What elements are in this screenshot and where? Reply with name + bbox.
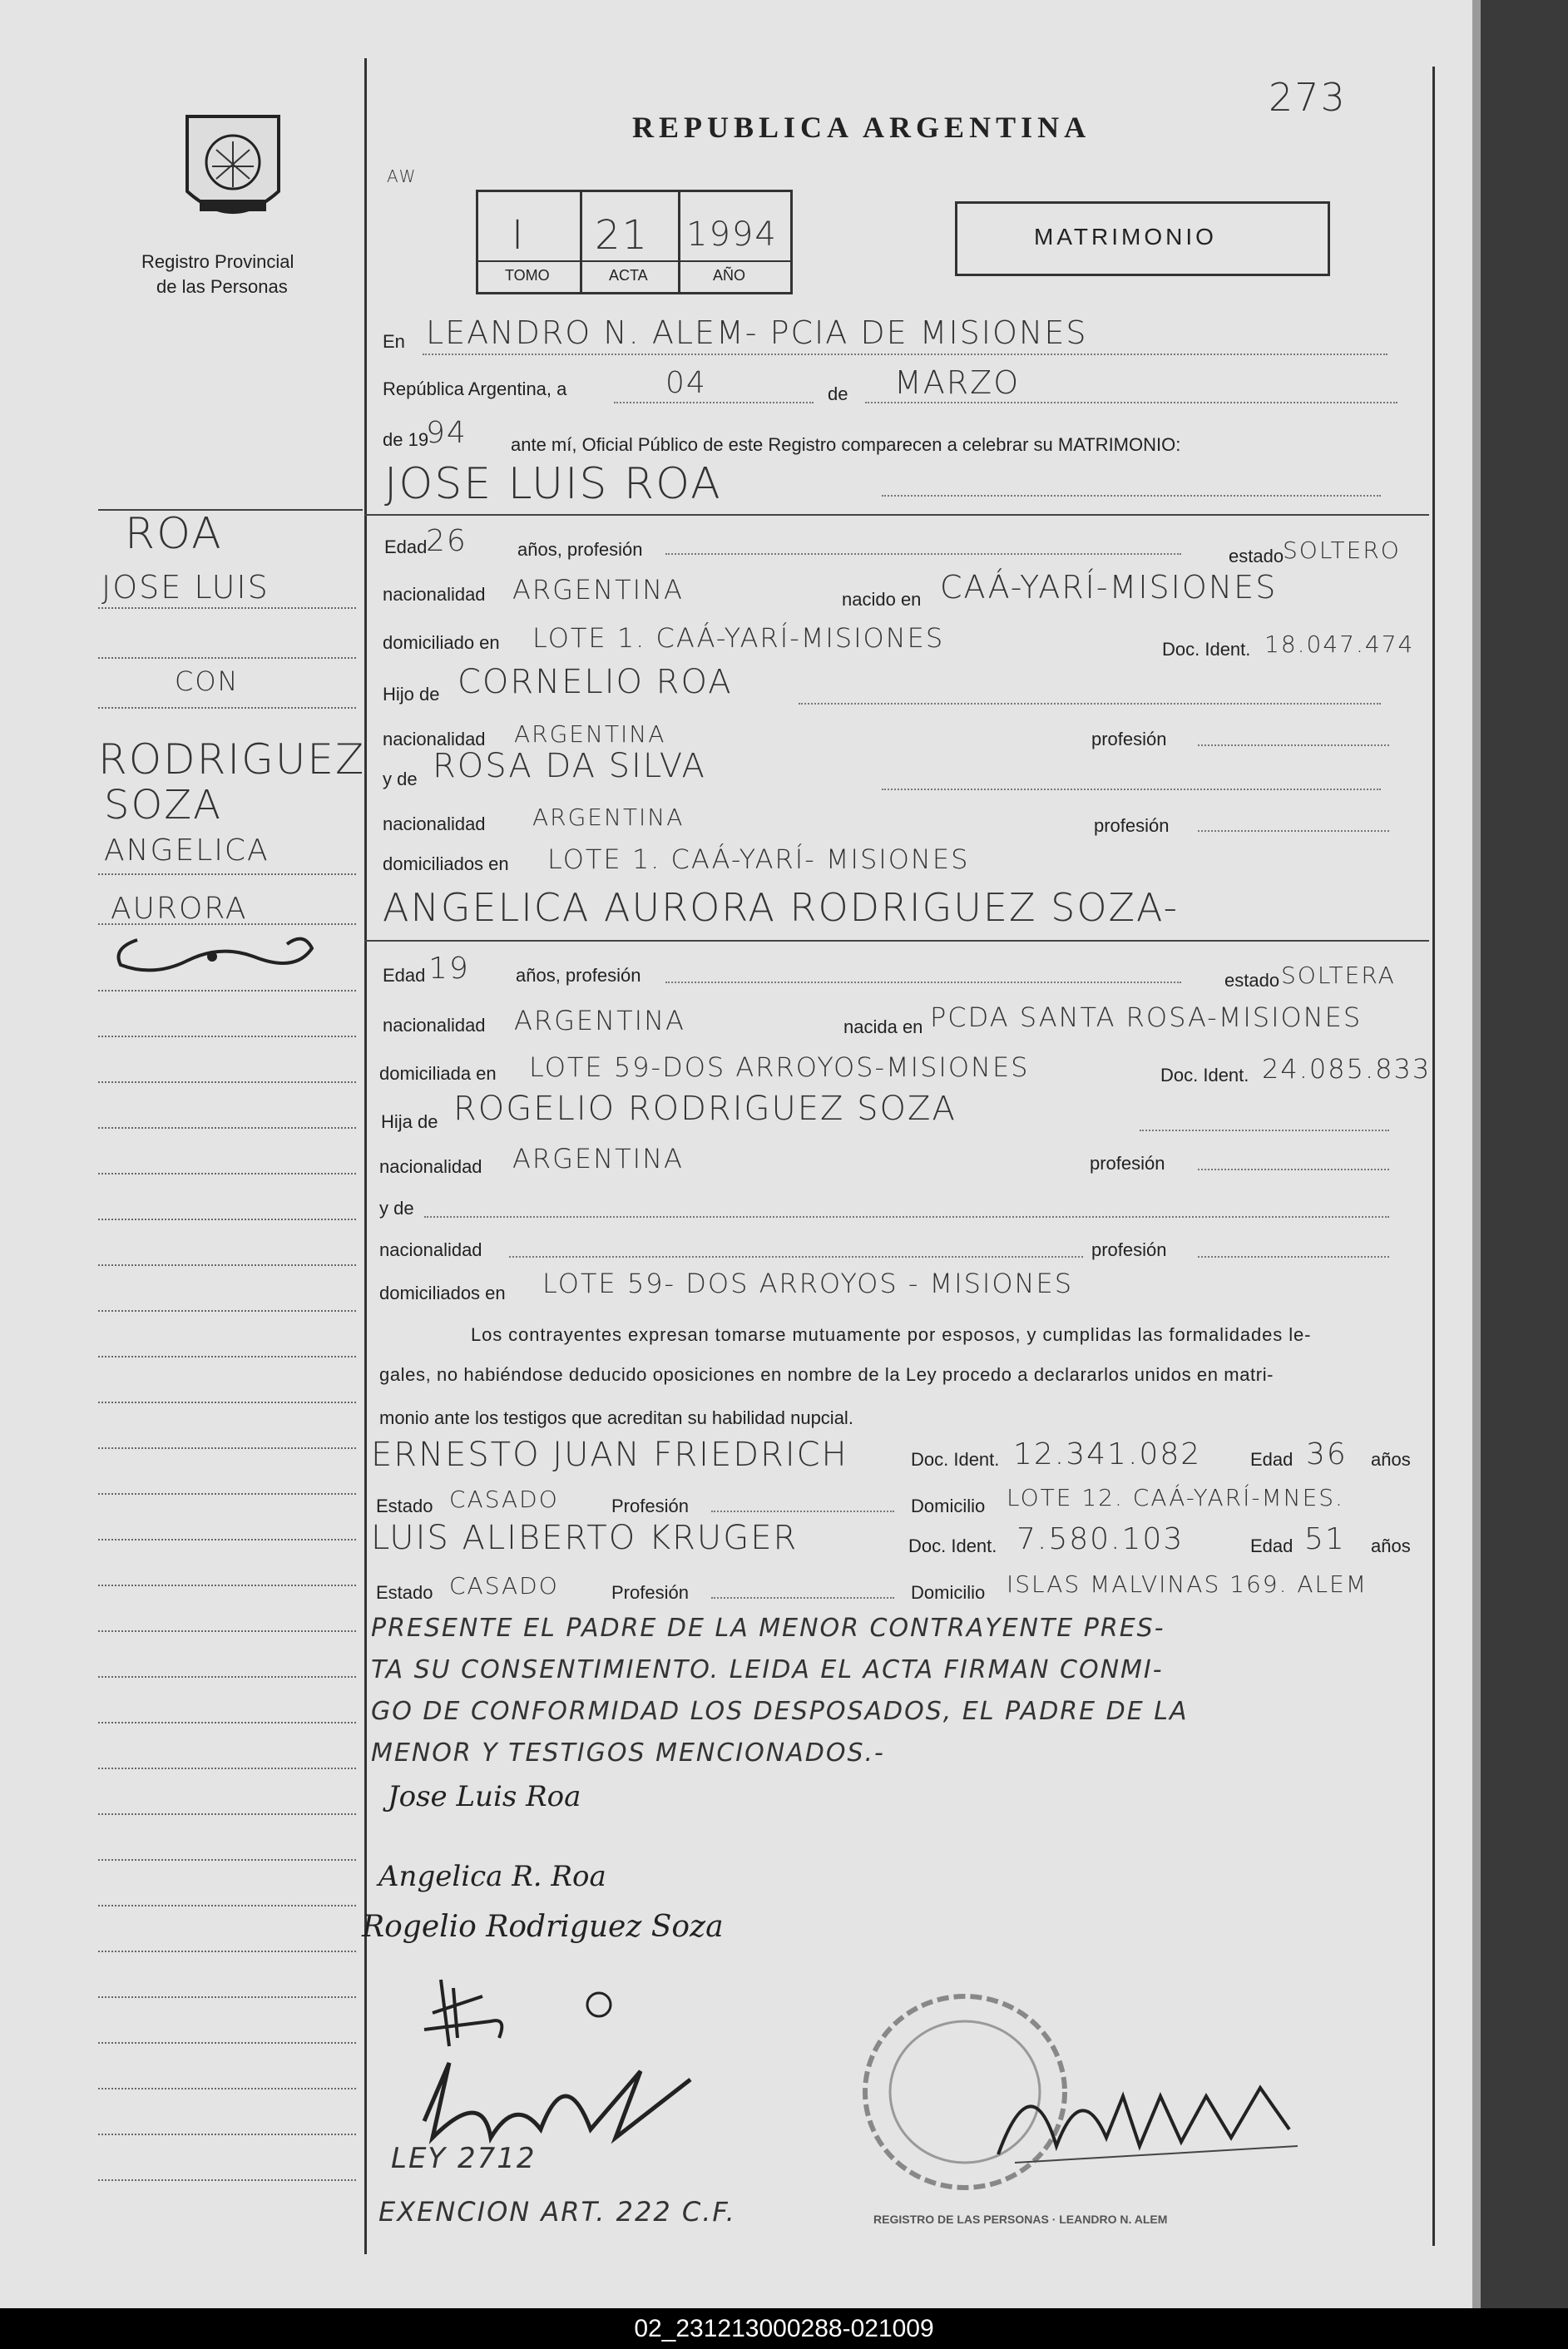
notes-line1: PRESENTE EL PADRE DE LA MENOR CONTRAYENTE PRES-: [371, 1614, 1165, 1643]
bride-mother-nac-dotline: [509, 1256, 1083, 1258]
margin-dotline: [98, 657, 356, 659]
witness2-estado-label: Estado: [376, 1582, 433, 1603]
bride-estado: SOLTERA: [1281, 962, 1396, 989]
witness2-anios: años: [1371, 1536, 1411, 1556]
bride-anios-profesion: años, profesión: [516, 965, 641, 986]
groom-profesion-label: profesión: [1091, 729, 1167, 749]
margin-dotline: [98, 1264, 356, 1266]
margin-dotline: [98, 1722, 356, 1723]
intro-month: MARZO: [894, 364, 1021, 401]
margin-dotline: [98, 1996, 356, 1998]
witness2-name: LUIS ALIBERTO KRUGER: [371, 1519, 799, 1557]
witness2-doc-label: Doc. Ident.: [908, 1536, 997, 1556]
groom-mother-dotline: [882, 789, 1381, 790]
notes-line2: TA SU CONSENTIMIENTO. LEIDA EL ACTA FIRMAN CONMI-: [371, 1655, 1164, 1684]
book-binding: [1481, 0, 1568, 2308]
bride-doc: 24.085.833: [1262, 1053, 1432, 1085]
witness2-doc: 7.580.103: [1016, 1522, 1185, 1556]
groom-profesion-label2: profesión: [1094, 815, 1170, 836]
bride-father-nac: ARGENTINA: [512, 1143, 684, 1174]
margin-dotline: [98, 1036, 356, 1037]
bride-mother-dotline: [424, 1216, 1389, 1218]
margin-dotline: [98, 1859, 356, 1861]
margin-dotline: [98, 1951, 356, 1952]
witness1-domicilio-label: Domicilio: [911, 1496, 986, 1516]
bride-yde-label: y de: [379, 1198, 414, 1219]
groom-full-name: JOSE LUIS ROA: [384, 459, 722, 509]
margin-dotline: [98, 2134, 356, 2135]
margin-dotline: [98, 1447, 356, 1449]
groom-nacionalidad: ARGENTINA: [512, 574, 684, 606]
witness1-anios: años: [1371, 1449, 1411, 1470]
stamp-text: REGISTRO DE LAS PERSONAS · LEANDRO N. ALEM: [873, 2213, 1168, 2226]
act-type-box: [955, 201, 1330, 276]
registry-name-line2: de las Personas: [156, 276, 288, 297]
witness2-edad-label: Edad: [1250, 1536, 1293, 1556]
margin-names1: JOSE LUIS: [101, 569, 270, 606]
bride-edad-label: Edad: [383, 965, 426, 986]
provincial-seal: [179, 108, 287, 233]
intro-place: LEANDRO N. ALEM- PCIA DE MISIONES: [426, 314, 1088, 351]
bride-parents-dom-label: domiciliados en: [379, 1283, 506, 1303]
bride-nacionalidad-label: nacionalidad: [383, 1015, 486, 1036]
bride-profesion-label: profesión: [1090, 1153, 1165, 1174]
declaration-line3: monio ante los testigos que acreditan su habilidad nupcial.: [379, 1407, 853, 1428]
tomo-label: TOMO: [505, 267, 550, 284]
groom-name-dotline: [882, 495, 1381, 497]
right-border-line: [1432, 67, 1435, 2246]
signature-bride-father: Rogelio Rodriguez Soza: [362, 1910, 724, 1944]
groom-estado: SOLTERO: [1283, 537, 1401, 564]
margin-surname3: SOZA: [104, 782, 222, 828]
declaration-line1: Los contrayentes expresan tomarse mutuamente por esposos, y cumplidas las formalidades le-: [471, 1324, 1312, 1345]
en-label: En: [383, 331, 405, 352]
margin-dotline: [98, 1630, 356, 1632]
groom-nacido-label: nacido en: [842, 589, 922, 610]
witness1-doc-label: Doc. Ident.: [911, 1449, 1000, 1470]
groom-domicilio: LOTE 1. CAÁ-YARÍ-MISIONES: [532, 622, 945, 654]
groom-age: 26: [426, 524, 467, 558]
page-number: 273: [1269, 75, 1347, 120]
margin-dotline: [98, 2088, 356, 2089]
margin-dotline: [98, 607, 356, 609]
groom-parents-dom: LOTE 1. CAÁ-YARÍ- MISIONES: [547, 843, 970, 875]
groom-section-top-rule: [364, 514, 1429, 516]
seal-icon: [179, 108, 287, 233]
margin-dotline: [98, 1813, 356, 1815]
margin-dotline: [98, 1402, 356, 1403]
bride-father-prof-dotline: [1198, 1169, 1389, 1170]
intro-day: 04: [665, 366, 707, 400]
margin-dotline: [98, 1585, 356, 1586]
margin-surname2: RODRIGUEZ: [98, 735, 366, 784]
bride-doc-label: Doc. Ident.: [1160, 1065, 1249, 1085]
margin-dotline: [98, 1127, 356, 1129]
margin-dotline: [98, 1539, 356, 1540]
witness1-estado: CASADO: [449, 1486, 559, 1513]
acta-value: 21: [595, 212, 650, 259]
groom-father-prof-dotline: [1198, 744, 1389, 746]
file-id-caption: 02_231213000288-021009: [0, 2308, 1568, 2349]
groom-father-nac: ARGENTINA: [514, 720, 666, 748]
anio-label: AÑO: [713, 267, 746, 284]
signature-bride: Angelica R. Roa: [378, 1860, 606, 1893]
groom-estado-label: estado: [1229, 546, 1284, 566]
groom-mother-prof-dotline: [1198, 830, 1389, 832]
signature-groom: Jose Luis Roa: [388, 1780, 581, 1813]
margin-dotline: [98, 1356, 356, 1357]
margin-dotline: [98, 1081, 356, 1083]
groom-mother-nac-label: nacionalidad: [383, 813, 486, 834]
bride-nacida-label: nacida en: [843, 1016, 923, 1037]
groom-father: CORNELIO ROA: [458, 663, 733, 701]
groom-father-dotline: [799, 703, 1381, 705]
groom-mother: ROSA DA SILVA: [433, 747, 706, 785]
bride-father-nac-label: nacionalidad: [379, 1156, 482, 1177]
margin-surname1: ROA: [125, 509, 223, 559]
groom-yde-label: y de: [383, 769, 418, 789]
margin-flourish: [104, 923, 337, 982]
bride-domicilio: LOTE 59-DOS ARROYOS-MISIONES: [529, 1051, 1030, 1083]
margin-dotline: [98, 1310, 356, 1312]
margin-dotline: [98, 707, 356, 709]
country-title: REPUBLICA ARGENTINA: [632, 111, 1091, 144]
witness2-age: 51: [1304, 1522, 1346, 1556]
groom-nacionalidad-label: nacionalidad: [383, 584, 486, 605]
bride-domicilio-label: domiciliada en: [379, 1063, 497, 1084]
witness1-name: ERNESTO JUAN FRIEDRICH: [371, 1436, 848, 1474]
margin-dotline: [98, 1768, 356, 1769]
declaration-line2: gales, no habiéndose deducido oposiciones en nombre de la Ley procedo a declararlos unidos en matri-: [379, 1364, 1274, 1385]
margin-name2b: AURORA: [111, 892, 248, 926]
groom-domicilio-label: domiciliado en: [383, 632, 500, 653]
bride-section-top-rule: [364, 940, 1429, 942]
margin-dotline: [98, 2042, 356, 2044]
acta-label: ACTA: [609, 267, 648, 284]
initials: AW: [387, 166, 418, 186]
groom-edad-label: Edad: [384, 537, 428, 557]
month-dotline: [865, 402, 1397, 403]
bride-full-name: ANGELICA AURORA RODRIGUEZ SOZA-: [383, 885, 1180, 930]
notes-line4: MENOR Y TESTIGOS MENCIONADOS.-: [371, 1738, 885, 1768]
groom-doc-label: Doc. Ident.: [1162, 639, 1251, 660]
witness2-profesion-label: Profesión: [611, 1582, 689, 1603]
groom-anios-profesion: años, profesión: [517, 539, 643, 560]
margin-connector: CON: [175, 665, 240, 697]
witness2-domicilio-label: Domicilio: [911, 1582, 986, 1603]
margin-dotline: [98, 1905, 356, 1906]
registry-name-line1: Registro Provincial: [141, 251, 294, 272]
de-label: de: [828, 383, 848, 404]
groom-mother-nac: ARGENTINA: [532, 804, 685, 831]
margin-dotline: [98, 990, 356, 992]
bride-parents-dom: LOTE 59- DOS ARROYOS - MISIONES: [542, 1268, 1073, 1299]
record-number-box: [476, 190, 793, 294]
year-suffix: 94: [426, 416, 467, 450]
margin-dotline: [98, 873, 356, 875]
bride-estado-label: estado: [1224, 970, 1280, 991]
official-signature: [982, 2046, 1331, 2188]
bride-profesion-dotline: [665, 982, 1181, 983]
bride-mother-prof-dotline: [1198, 1256, 1389, 1258]
bride-nacionalidad: ARGENTINA: [514, 1005, 685, 1036]
margin-dotline: [98, 2179, 356, 2181]
anio-value: 1994: [686, 215, 778, 254]
year-prefix: de 19: [383, 429, 429, 450]
bride-mother-nac-label: nacionalidad: [379, 1239, 482, 1260]
margin-dotline: [98, 1173, 356, 1174]
preamble-text: ante mí, Oficial Público de este Registro comparecen a celebrar su MATRIMONIO:: [511, 434, 1181, 455]
groom-parents-dom-label: domiciliados en: [383, 853, 509, 874]
bride-profesion-label2: profesión: [1091, 1239, 1167, 1260]
notes-line3: GO DE CONFORMIDAD LOS DESPOSADOS, EL PADRE DE LA: [371, 1697, 1189, 1726]
witness1-estado-label: Estado: [376, 1496, 433, 1516]
margin-dotline: [98, 1676, 356, 1678]
bride-hija-label: Hija de: [381, 1111, 438, 1132]
margin-dotline: [98, 1219, 356, 1220]
ley-note: LEY 2712: [391, 2142, 537, 2175]
witness2-estado: CASADO: [449, 1572, 559, 1600]
bride-father: ROGELIO RODRIGUEZ SOZA: [453, 1090, 957, 1128]
groom-doc: 18.047.474: [1264, 631, 1415, 658]
place-dotline: [423, 354, 1387, 355]
witness1-profesion-label: Profesión: [611, 1496, 689, 1516]
witness1-prof-dotline: [711, 1511, 894, 1512]
bride-age: 19: [428, 952, 470, 986]
groom-hijo-label: Hijo de: [383, 684, 440, 705]
day-dotline: [614, 402, 814, 403]
witness1-doc: 12.341.082: [1013, 1437, 1202, 1471]
margin-dotline: [98, 1493, 356, 1495]
groom-birthplace: CAÁ-YARÍ-MISIONES: [940, 569, 1278, 606]
witness2-domicilio: ISLAS MALVINAS 169. ALEM: [1007, 1570, 1368, 1598]
witness1-domicilio: LOTE 12. CAÁ-YARÍ-MNES.: [1007, 1484, 1344, 1511]
margin-name2a: ANGELICA: [104, 833, 270, 868]
bride-birthplace: PCDA SANTA ROSA-MISIONES: [930, 1001, 1363, 1033]
tomo-value: I: [512, 212, 526, 259]
groom-father-nac-label: nacionalidad: [383, 729, 486, 749]
bride-father-dotline: [1140, 1130, 1389, 1131]
witness1-edad-label: Edad: [1250, 1449, 1293, 1470]
witness1-age: 36: [1306, 1437, 1348, 1471]
exencion-note: EXENCION ART. 222 C.F.: [378, 2196, 736, 2228]
witness2-prof-dotline: [711, 1597, 894, 1599]
groom-profesion-dotline: [665, 553, 1181, 555]
republica-label: República Argentina, a: [383, 378, 567, 399]
act-type-label: MATRIMONIO: [1034, 224, 1217, 250]
